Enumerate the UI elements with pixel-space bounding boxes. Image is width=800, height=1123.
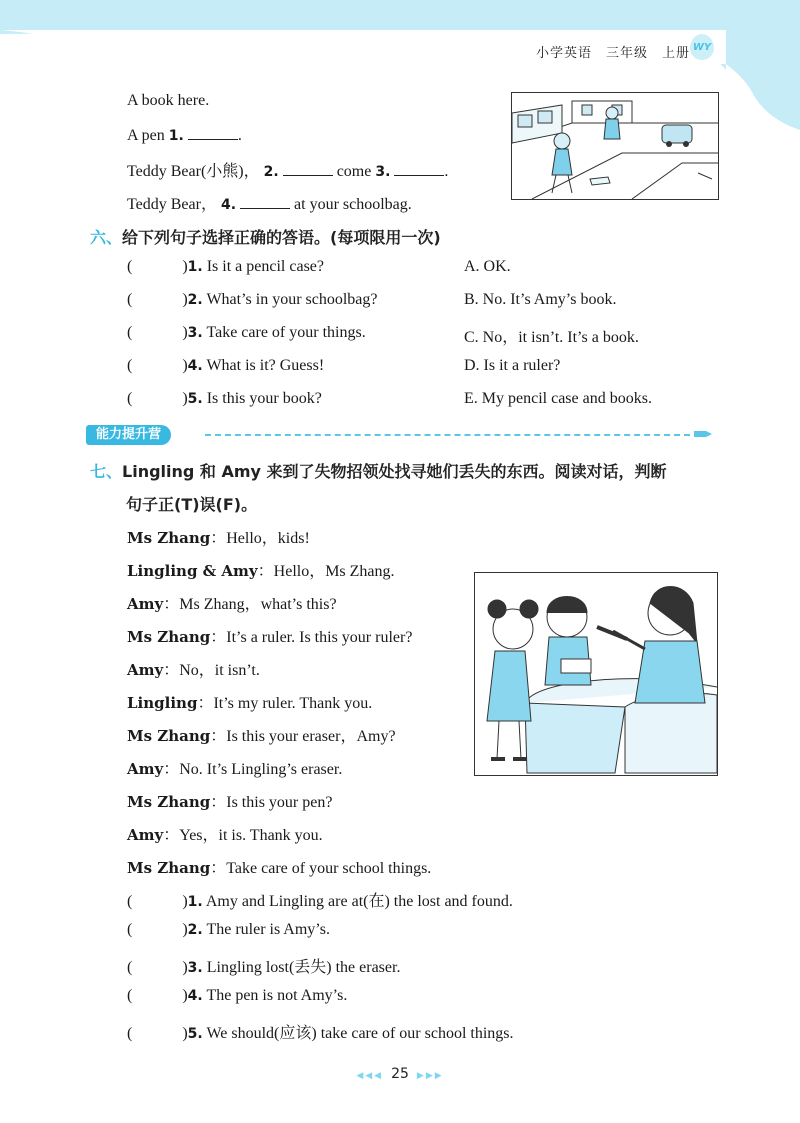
s6-option-d: D. Is it a ruler?	[464, 357, 561, 374]
s6-question-2	[127, 291, 378, 309]
section-7-heading-line-2: 句子正(T)误(F)。	[126, 495, 258, 514]
speaker-name: Lingling & Amy	[127, 562, 258, 580]
dialogue-text: ：Yes，it is. Thank you.	[163, 827, 323, 844]
fill-line-3-mid: come	[336, 163, 372, 180]
judgment-text: We should(应该) take care of our school things.	[206, 1025, 514, 1042]
header-volume: 上册	[661, 46, 690, 61]
paren-open: (	[127, 357, 133, 374]
fill-line-3-end: .	[444, 163, 449, 180]
dialogue-line	[127, 822, 323, 845]
question-number: 2.	[187, 292, 203, 308]
s7-judgment-1	[127, 888, 513, 911]
fill-line-3-text: Teddy Bear(小熊)，	[127, 163, 260, 180]
paren-close: )	[182, 390, 188, 407]
judgment-number: 4.	[187, 988, 203, 1004]
paren-open: (	[127, 959, 133, 976]
blank-number-3: 3.	[375, 164, 391, 180]
section-7-title-line-1: Lingling 和 Amy 来到了失物招领处找寻她们丢失的东西。阅读对话，判断	[122, 462, 667, 481]
speaker-name: Ms Zhang	[127, 529, 211, 547]
answer-blank-2[interactable]	[283, 161, 333, 176]
dialogue-line	[127, 855, 431, 878]
paren-open: (	[127, 987, 133, 1004]
paren-open: (	[127, 291, 133, 308]
answer-blank-1[interactable]	[188, 125, 238, 140]
judgment-number: 2.	[187, 922, 203, 938]
speaker-name: Amy	[127, 826, 164, 844]
speaker-name: Ms Zhang	[127, 859, 211, 877]
header-grade: 三年级	[605, 46, 648, 61]
dialogue-line	[127, 789, 332, 812]
fill-line-4-end: at your schoolbag.	[294, 196, 412, 213]
dialogue-line	[127, 723, 396, 746]
fill-line-1	[127, 92, 209, 110]
ability-banner: 能力提升营	[86, 425, 171, 445]
judgment-number: 1.	[187, 894, 203, 910]
dialogue-text: ：It’s my ruler. Thank you.	[197, 695, 373, 712]
dialogue-line	[127, 525, 310, 548]
dialogue-text: ：Is this your pen?	[210, 794, 333, 811]
answer-blank-3[interactable]	[394, 161, 444, 176]
question-text: What’s in your schoolbag?	[206, 291, 378, 308]
fill-line-4-text: Teddy Bear，	[127, 196, 217, 213]
dialogue-text: ：It’s a ruler. Is this your ruler?	[210, 629, 413, 646]
dialogue-text: ：Take care of your school things.	[210, 860, 432, 877]
street-illustration	[511, 92, 719, 200]
paren-close: )	[182, 987, 188, 1004]
paren-open: (	[127, 390, 133, 407]
paren-open: (	[127, 921, 133, 938]
question-text: Take care of your things.	[206, 324, 366, 341]
section-6-title: 给下列句子选择正确的答语。(每项限用一次)	[122, 228, 441, 247]
paren-open: (	[127, 1025, 133, 1042]
pencil-icon	[694, 430, 712, 438]
s6-option-c: C. No，it isn’t. It’s a book.	[464, 329, 639, 346]
page-number	[0, 1066, 800, 1082]
page-number-value: 25	[391, 1066, 409, 1082]
s6-question-4	[127, 357, 324, 375]
fill-line-3	[127, 158, 448, 181]
s6-question-3	[127, 324, 366, 342]
speaker-name: Lingling	[127, 694, 198, 712]
dialogue-text: ：No，it isn’t.	[163, 662, 260, 679]
s6-question-5	[127, 390, 322, 408]
s7-judgment-2	[127, 921, 330, 939]
question-text: Is it a pencil case?	[206, 258, 324, 275]
dialogue-text: ：Hello，kids!	[210, 530, 310, 547]
section-6-heading	[90, 225, 441, 248]
fill-line-4	[127, 191, 412, 214]
answer-blank-4[interactable]	[240, 194, 290, 209]
judgment-text: The pen is not Amy’s.	[206, 987, 348, 1004]
dialogue-text: ：Ms Zhang，what’s this?	[163, 596, 337, 613]
dialogue-line	[127, 690, 372, 713]
dialogue-text: ：Is this your eraser，Amy?	[210, 728, 396, 745]
speaker-name: Ms Zhang	[127, 628, 211, 646]
blank-number-4: 4.	[220, 197, 237, 213]
speaker-name: Ms Zhang	[127, 727, 211, 745]
paren-open: (	[127, 893, 133, 910]
header-title	[522, 42, 690, 61]
section-7-number: 七、	[90, 462, 123, 481]
judgment-text: Amy and Lingling are at(在) the lost and found.	[205, 893, 513, 910]
question-text: Is this your book?	[206, 390, 322, 407]
speaker-name: Amy	[127, 595, 164, 613]
lost-and-found-illustration	[474, 572, 718, 776]
s6-option-b: B. No. It’s Amy’s book.	[464, 291, 617, 308]
banner-dash-line	[205, 434, 700, 436]
question-number: 5.	[187, 391, 203, 407]
dialogue-text: ：No. It’s Lingling’s eraser.	[163, 761, 343, 778]
paren-close: )	[182, 258, 188, 275]
wy-badge-icon: WY	[690, 34, 714, 60]
question-number: 1.	[187, 259, 203, 275]
paren-close: )	[182, 1025, 188, 1042]
s7-judgment-4	[127, 987, 347, 1005]
s6-question-1	[127, 258, 324, 276]
s6-option-e: E. My pencil case and books.	[464, 390, 652, 407]
question-text: What is it? Guess!	[206, 357, 325, 374]
question-number: 3.	[187, 325, 203, 341]
paren-open: (	[127, 324, 133, 341]
dialogue-line	[127, 591, 337, 614]
dialogue-line	[127, 756, 342, 779]
fill-line-2-text: A pen	[127, 127, 165, 144]
paren-close: )	[182, 893, 188, 910]
paren-close: )	[182, 291, 188, 308]
left-arrows-icon: ◀◀◀	[356, 1071, 384, 1081]
speaker-name: Amy	[127, 661, 164, 679]
paren-close: )	[182, 357, 188, 374]
judgment-text: Lingling lost(丢失) the eraser.	[206, 959, 401, 976]
judgment-number: 5.	[187, 1026, 203, 1042]
judgment-number: 3.	[187, 960, 203, 976]
judgment-text: The ruler is Amy’s.	[206, 921, 330, 938]
paren-close: )	[182, 324, 188, 341]
section-6-number: 六、	[90, 228, 123, 247]
fill-line-1-text: A book here.	[127, 92, 210, 109]
blank-number-1: 1.	[168, 128, 184, 144]
section-7-heading	[90, 459, 667, 482]
header-subject: 小学英语	[535, 46, 592, 61]
question-number: 4.	[187, 358, 203, 374]
speaker-name: Ms Zhang	[127, 793, 211, 811]
s7-judgment-5	[127, 1020, 514, 1043]
dialogue-line	[127, 657, 260, 680]
s6-option-a: A. OK.	[464, 258, 511, 275]
blank-number-2: 2.	[263, 164, 279, 180]
right-arrows-icon: ▶▶▶	[416, 1071, 444, 1081]
dialogue-text: ：Hello，Ms Zhang.	[257, 563, 395, 580]
s7-judgment-3	[127, 954, 400, 977]
paren-close: )	[182, 921, 188, 938]
fill-line-2	[127, 125, 242, 145]
paren-open: (	[127, 258, 133, 275]
speaker-name: Amy	[127, 760, 164, 778]
paren-close: )	[182, 959, 188, 976]
fill-line-2-end: .	[237, 127, 242, 144]
dialogue-line	[127, 624, 412, 647]
dialogue-line	[127, 558, 395, 581]
